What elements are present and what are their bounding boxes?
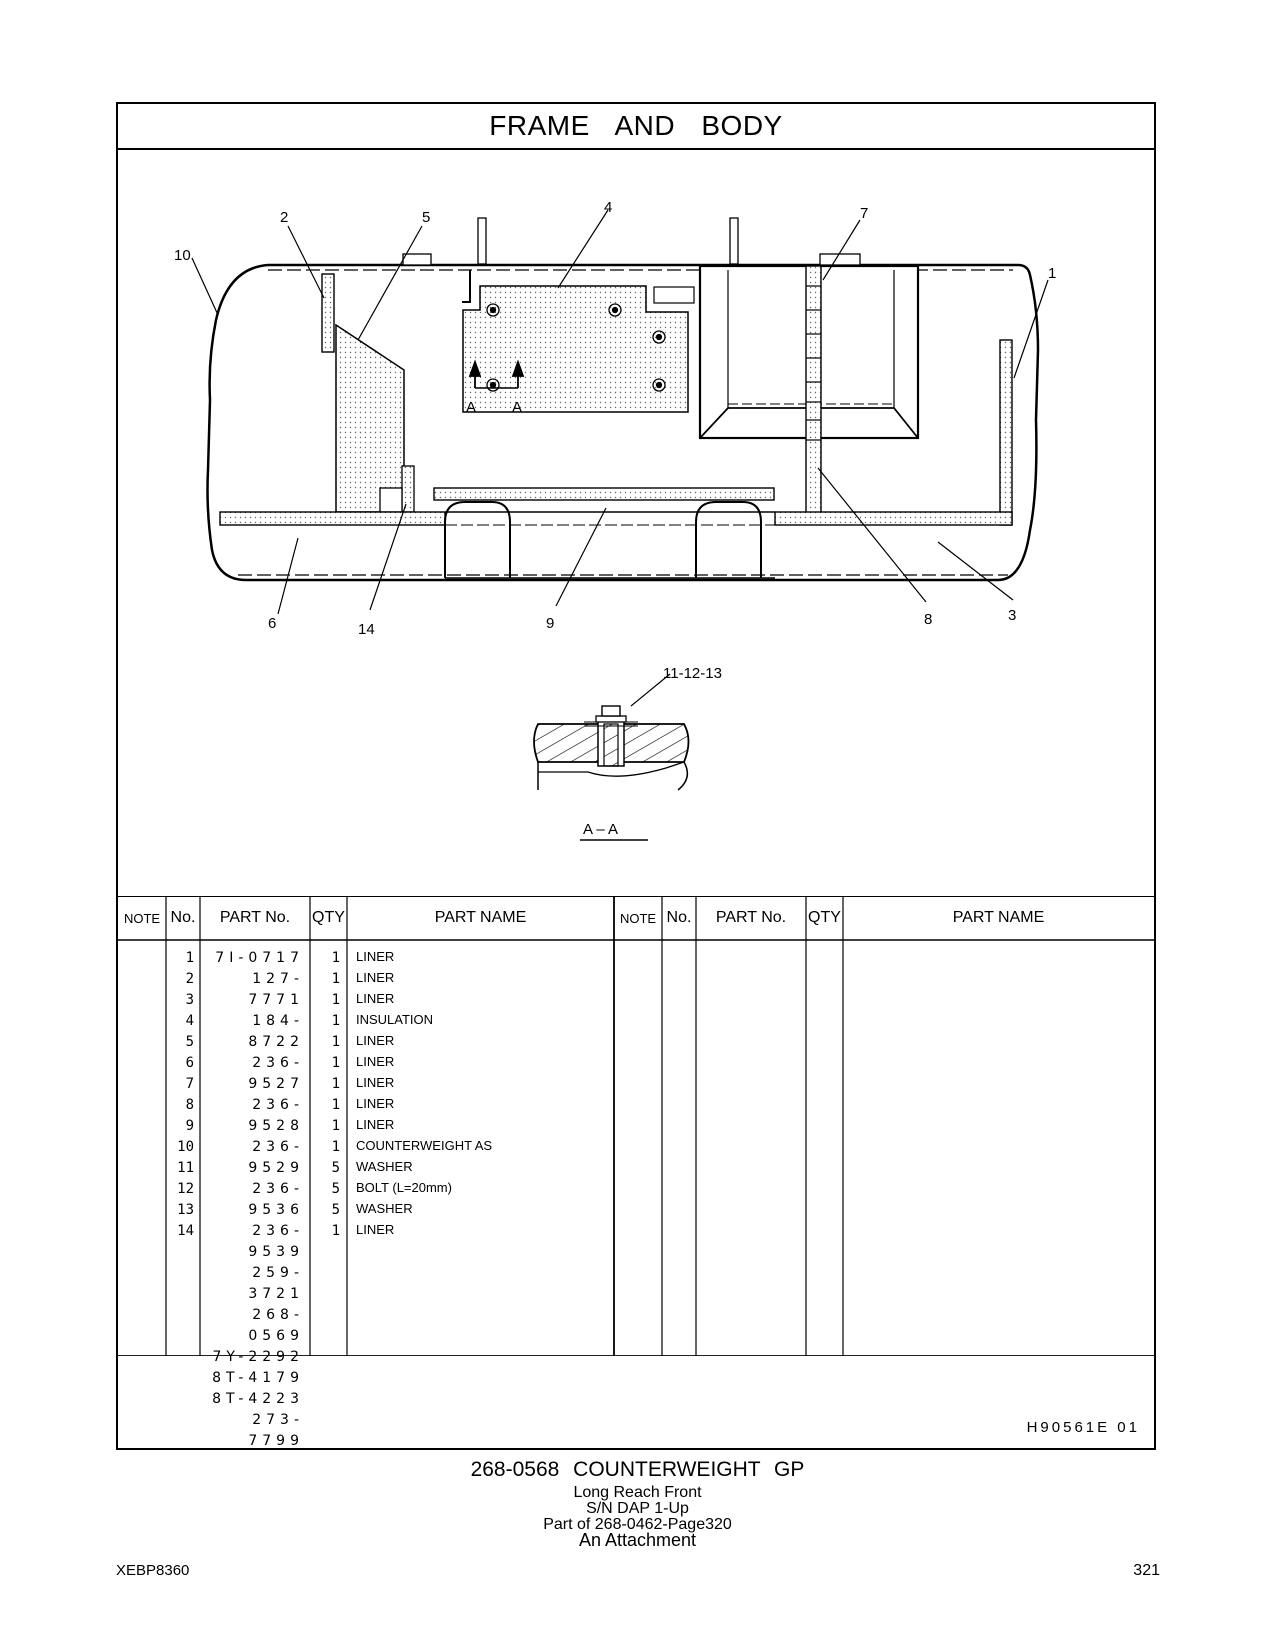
table-row-part-no: 7I-0717: [215, 950, 304, 966]
table-row-qty: 1: [331, 992, 340, 1008]
section-mark-left: A: [466, 399, 477, 416]
callout-14: 14: [358, 621, 375, 638]
table-row-qty: 1: [331, 1034, 340, 1050]
callout-7: 7: [860, 205, 869, 222]
table-row-part-no: 273-7799: [248, 1412, 304, 1449]
callout-11-12-13: 11-12-13: [663, 665, 722, 682]
column-qty: [310, 948, 340, 1242]
table-row-no: 5: [185, 1034, 194, 1050]
table-row-qty: 5: [331, 1181, 340, 1197]
table-row-no: 12: [177, 1181, 194, 1197]
table-row-name: LINER: [356, 1033, 395, 1048]
table-row-qty: 1: [331, 950, 340, 966]
table-row-name: LINER: [356, 1054, 395, 1069]
table-row-name: LINER: [356, 1222, 395, 1237]
table-row-part-no: 236-9539: [248, 1223, 304, 1260]
callout-6: 6: [268, 615, 277, 632]
header-qty: QTY: [312, 909, 345, 926]
table-row-no: 7: [185, 1076, 194, 1092]
footer-line-2: S/N DAP 1-Up: [586, 1500, 689, 1517]
document-id: XEBP8360: [116, 1562, 190, 1579]
header-note-2: NOTE: [619, 910, 657, 926]
table-row-qty: 5: [331, 1160, 340, 1176]
table-row-part-no: 236-9527: [248, 1055, 304, 1092]
table-row-name: LINER: [356, 991, 395, 1006]
footer-line-4: An Attachment: [578, 1530, 697, 1550]
table-row-no: 14: [177, 1223, 194, 1239]
callout-1: 1: [1048, 265, 1057, 282]
parts-sheet-frame: [116, 102, 1156, 1450]
sloped-liner: [336, 325, 404, 512]
header-part-name: PART NAME: [434, 909, 527, 926]
table-row-qty: 1: [331, 1118, 340, 1134]
callout-10: 10: [174, 247, 191, 264]
table-row-no: 1: [185, 950, 194, 966]
table-row-name: LINER: [356, 949, 395, 964]
footer-line-1: Long Reach Front: [573, 1484, 702, 1501]
table-row-part-no: 8T-4223: [212, 1391, 304, 1407]
header-qty-2: QTY: [808, 909, 841, 926]
table-row-no: 13: [177, 1202, 194, 1218]
table-row-part-no: 7Y-2292: [212, 1349, 304, 1365]
callout-5: 5: [422, 209, 431, 226]
header-note: NOTE: [123, 910, 161, 926]
table-row-name: LINER: [356, 1075, 395, 1090]
group-title: 268-0568 COUNTERWEIGHT GP: [470, 1458, 805, 1481]
left-small-liner: [322, 274, 334, 352]
table-row-qty: 1: [331, 971, 340, 987]
table-row-name: INSULATION: [356, 1012, 434, 1027]
table-row-no: 6: [185, 1055, 194, 1071]
footer-line-3: Part of 268-0462-Page320: [543, 1516, 732, 1533]
header-part-no-2: PART No.: [715, 909, 787, 926]
column-part-name: [356, 946, 606, 1240]
section-mark-right: A: [512, 399, 523, 416]
table-row-no: 11: [177, 1160, 194, 1176]
table-row-part-no: 8T-4179: [212, 1370, 304, 1386]
column-no: [166, 948, 194, 1242]
table-row-part-no: 236-9528: [248, 1097, 304, 1134]
table-row-qty: 5: [331, 1202, 340, 1218]
counterweight-illustration: [118, 150, 1154, 896]
table-row-name: COUNTERWEIGHT AS: [356, 1138, 493, 1153]
callout-3: 3: [1008, 607, 1017, 624]
table-row-qty: 1: [331, 1097, 340, 1113]
callout-8: 8: [924, 611, 933, 628]
bottom-right-liner: [775, 512, 1012, 525]
bottom-left-liner: [220, 512, 445, 525]
table-row-part-no: 259-3721: [248, 1265, 304, 1302]
table-row-qty: 1: [331, 1055, 340, 1071]
page-number: 321: [1133, 1562, 1160, 1579]
table-row-no: 9: [185, 1118, 194, 1134]
table-row-name: WASHER: [356, 1201, 413, 1216]
middle-liner: [434, 488, 774, 500]
vertical-liner-stack: [806, 266, 821, 524]
header-part-no: PART No.: [219, 909, 291, 926]
table-row-part-no: 184-8722: [248, 1013, 304, 1050]
table-row-name: LINER: [356, 1096, 395, 1111]
table-row-name: BOLT (L=20mm): [356, 1180, 452, 1195]
table-row-qty: 1: [331, 1076, 340, 1092]
callout-9: 9: [546, 615, 555, 632]
table-row-part-no: 236-9536: [248, 1181, 304, 1218]
callout-2: 2: [280, 209, 289, 226]
callout-4: 4: [604, 199, 613, 216]
table-row-name: WASHER: [356, 1159, 413, 1174]
table-row-no: 10: [177, 1139, 194, 1155]
table-row-name: LINER: [356, 1117, 395, 1132]
table-row-no: 4: [185, 1013, 194, 1029]
exploded-view-drawing: [118, 150, 1154, 896]
table-row-no: 2: [185, 971, 194, 987]
table-row-qty: 1: [331, 1223, 340, 1239]
table-row-qty: 1: [331, 1139, 340, 1155]
drawing-number: H90561E 01: [1026, 1419, 1140, 1436]
table-row-part-no: 127-7771: [248, 971, 304, 1008]
table-row-part-no: 268-0569: [248, 1307, 304, 1344]
right-liner: [1000, 340, 1012, 525]
table-row-name: LINER: [356, 970, 395, 985]
table-row-qty: 1: [331, 1013, 340, 1029]
table-row-no: 8: [185, 1097, 194, 1113]
sheet-title: FRAME AND BODY: [118, 104, 1154, 150]
header-no: No.: [170, 909, 196, 926]
table-row-no: 3: [185, 992, 194, 1008]
header-part-name-2: PART NAME: [952, 909, 1045, 926]
table-row-part-no: 236-9529: [248, 1139, 304, 1176]
header-no-2: No.: [666, 909, 692, 926]
section-a-a-detail: [534, 706, 689, 790]
section-title: A – A: [583, 821, 619, 838]
column-part-no: [204, 948, 304, 1452]
